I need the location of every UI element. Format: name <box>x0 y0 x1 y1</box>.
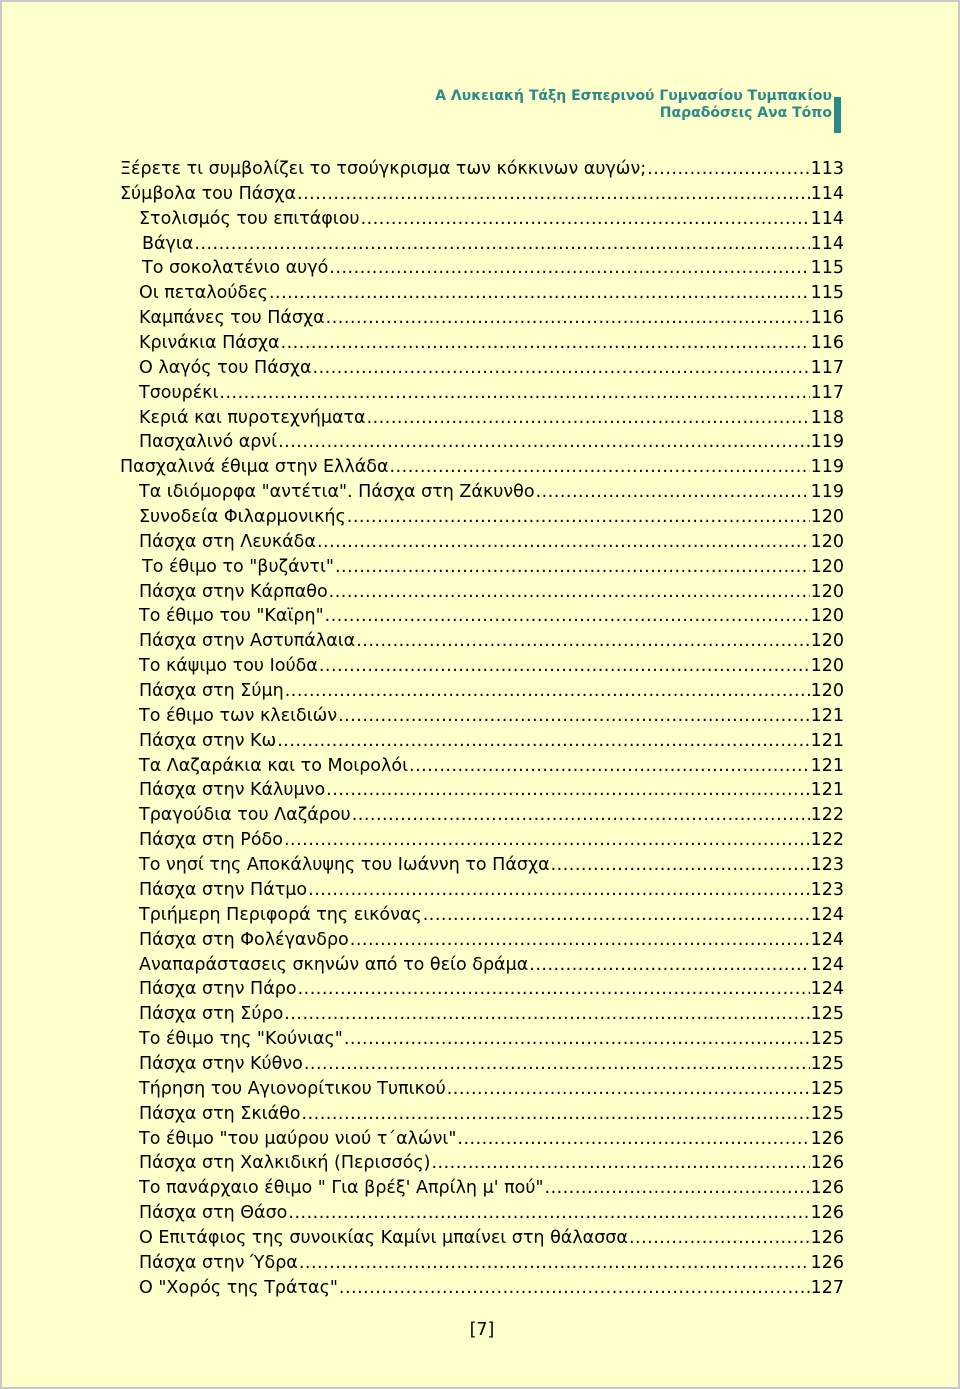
toc-dot-leader <box>647 157 809 182</box>
toc-entry-page: 120 <box>810 507 844 528</box>
toc-entry-page: 115 <box>810 283 844 304</box>
toc-entry[interactable] <box>120 704 844 729</box>
toc-entry[interactable] <box>120 306 844 331</box>
toc-entry-title: Στολισμός του επιτάφιου <box>139 208 360 229</box>
toc-entry-page: 126 <box>810 1227 844 1248</box>
toc-dot-leader <box>338 704 810 729</box>
toc-entry-page: 126 <box>810 1128 844 1149</box>
toc-entry[interactable] <box>120 729 844 754</box>
toc-entry-page: 120 <box>810 581 844 602</box>
toc-entry-title: Συνοδεία Φιλαρμονικής <box>139 507 346 528</box>
toc-entry[interactable] <box>120 1052 844 1077</box>
header-accent-bar <box>834 97 841 133</box>
toc-entry-title: Βάγια <box>142 233 194 254</box>
toc-dot-leader <box>326 306 810 331</box>
toc-entry-title: Τα Λαζαράκια και το Μοιρολόι <box>139 755 408 776</box>
toc-entry-page: 116 <box>810 333 844 354</box>
toc-entry[interactable] <box>120 828 844 853</box>
toc-entry[interactable] <box>120 480 844 505</box>
toc-entry[interactable] <box>120 878 844 903</box>
header-school-title: Α Λυκειακή Τάξη Εσπερινού Γυμνασίου Τυμπακίου <box>435 88 832 104</box>
toc-entry-page: 118 <box>810 407 844 428</box>
toc-entry-page: 126 <box>810 1252 844 1273</box>
toc-entry-page: 115 <box>810 258 844 279</box>
toc-entry-page: 124 <box>810 929 844 950</box>
toc-dot-leader <box>326 778 809 803</box>
toc-entry-page: 127 <box>810 1277 844 1298</box>
toc-dot-leader <box>551 853 810 878</box>
toc-entry-page: 120 <box>810 606 844 627</box>
toc-entry-title: Πάσχα στη Λευκάδα <box>139 531 316 552</box>
page-number: [7] <box>469 1320 495 1340</box>
toc-dot-leader <box>409 754 810 779</box>
toc-dot-leader <box>350 928 810 953</box>
toc-entry[interactable] <box>120 455 844 480</box>
toc-entry-title: Πάσχα στην Πάτμο <box>139 879 308 900</box>
toc-entry-page: 116 <box>810 308 844 329</box>
toc-entry-page: 117 <box>810 382 844 403</box>
toc-entry-page: 125 <box>810 1029 844 1050</box>
running-header <box>435 88 840 122</box>
toc-dot-leader <box>284 1002 809 1027</box>
toc-dot-leader <box>361 207 810 232</box>
toc-dot-leader <box>329 580 810 605</box>
toc-entry[interactable] <box>120 1002 844 1027</box>
toc-entry-page: 120 <box>810 556 844 577</box>
toc-entry[interactable] <box>120 182 844 207</box>
toc-entry-page: 125 <box>810 1053 844 1074</box>
toc-entry-title: Πάσχα στη Ρόδο <box>139 830 283 851</box>
toc-entry[interactable] <box>120 406 844 431</box>
toc-entry-page: 123 <box>810 855 844 876</box>
toc-dot-leader <box>304 1052 810 1077</box>
table-of-contents <box>120 157 844 1301</box>
toc-entry[interactable] <box>120 1201 844 1226</box>
toc-dot-leader <box>277 729 809 754</box>
toc-dot-leader <box>529 953 809 978</box>
toc-entry[interactable] <box>120 530 844 555</box>
toc-entry-page: 119 <box>810 482 844 503</box>
toc-dot-leader <box>536 480 810 505</box>
toc-dot-leader <box>423 903 810 928</box>
toc-dot-leader <box>281 331 810 356</box>
toc-dot-leader <box>431 1151 809 1176</box>
toc-entry-title: Πάσχα στη Σύρο <box>139 1004 284 1025</box>
toc-entry-page: 120 <box>810 531 844 552</box>
toc-dot-leader <box>288 1201 809 1226</box>
toc-dot-leader <box>329 256 809 281</box>
toc-entry-page: 121 <box>810 705 844 726</box>
toc-entry-page: 122 <box>810 830 844 851</box>
toc-entry-page: 125 <box>810 1004 844 1025</box>
toc-entry-page: 119 <box>810 432 844 453</box>
toc-entry-title: Το πανάρχαιο έθιμο " Για βρέξ' Απρίλη μ' πού" <box>139 1178 544 1199</box>
toc-entry[interactable] <box>120 430 844 455</box>
toc-entry-page: 120 <box>810 656 844 677</box>
toc-dot-leader <box>367 406 810 431</box>
toc-dot-leader <box>285 679 810 704</box>
toc-entry[interactable] <box>120 555 844 580</box>
toc-entry-page: 124 <box>810 954 844 975</box>
toc-entry[interactable] <box>120 953 844 978</box>
toc-entry-title: Πάσχα στη Σκιάθο <box>139 1103 301 1124</box>
toc-entry-title: Πασχαλινό αρνί <box>139 432 278 453</box>
toc-entry-title: Τραγούδια του Λαζάρου <box>139 805 351 826</box>
toc-entry[interactable] <box>120 580 844 605</box>
toc-entry-title: Οι πεταλούδες <box>139 283 268 304</box>
toc-entry-title: Το σοκολατένιο αυγό <box>142 258 329 279</box>
toc-dot-leader <box>335 555 810 580</box>
toc-entry-page: 120 <box>810 631 844 652</box>
toc-dot-leader <box>325 604 810 629</box>
toc-entry-page: 122 <box>810 805 844 826</box>
toc-entry-title: Αναπαράστασεις σκηνών από το θείο δράμα <box>139 954 529 975</box>
toc-entry-title: Το έθιμο της "Κούνιας" <box>139 1029 343 1050</box>
toc-entry[interactable] <box>120 157 844 182</box>
toc-dot-leader <box>297 182 810 207</box>
toc-dot-leader <box>629 1226 810 1251</box>
toc-entry[interactable] <box>120 1127 844 1152</box>
toc-entry-title: Πάσχα στην Πάρο <box>139 979 297 1000</box>
toc-entry-title: Πάσχα στη Φολέγανδρο <box>139 929 349 950</box>
toc-entry[interactable] <box>120 281 844 306</box>
toc-dot-leader <box>313 356 810 381</box>
toc-entry-title: Τσουρέκι <box>139 382 219 403</box>
toc-entry-page: 114 <box>810 183 844 204</box>
toc-entry[interactable] <box>120 977 844 1002</box>
toc-dot-leader <box>447 1077 810 1102</box>
toc-entry-page: 126 <box>810 1153 844 1174</box>
toc-entry-title: Πάσχα στη Σύμη <box>139 681 284 702</box>
toc-dot-leader <box>356 629 809 654</box>
toc-entry-title: Τριήμερη Περιφορά της εικόνας <box>139 904 422 925</box>
toc-dot-leader <box>339 1276 810 1301</box>
toc-entry[interactable] <box>120 1151 844 1176</box>
toc-entry[interactable] <box>120 331 844 356</box>
toc-entry-page: 126 <box>810 1203 844 1224</box>
toc-entry[interactable] <box>120 803 844 828</box>
toc-entry[interactable] <box>120 1251 844 1276</box>
toc-entry-title: Πάσχα στην Αστυπάλαια <box>139 631 356 652</box>
toc-entry[interactable] <box>120 853 844 878</box>
toc-entry[interactable] <box>120 604 844 629</box>
toc-entry-page: 125 <box>810 1078 844 1099</box>
toc-dot-leader <box>302 1102 810 1127</box>
toc-entry-page: 119 <box>810 457 844 478</box>
toc-entry-title: Πάσχα στην Κάρπαθο <box>139 581 328 602</box>
toc-dot-leader <box>278 430 809 455</box>
toc-dot-leader <box>299 1251 810 1276</box>
toc-entry[interactable] <box>120 1027 844 1052</box>
toc-entry-page: 121 <box>810 755 844 776</box>
toc-entry-title: Πάσχα στην Ύδρα <box>139 1252 298 1273</box>
toc-entry[interactable] <box>120 505 844 530</box>
toc-entry-title: Το έθιμο του "Καϊρη" <box>139 606 324 627</box>
toc-entry-title: Ξέρετε τι συμβολίζει το τσούγκρισμα των κόκκινων αυγών; <box>120 159 647 179</box>
toc-entry-page: 123 <box>810 879 844 900</box>
toc-entry-title: Το κάψιμο του Ιούδα <box>139 656 318 677</box>
header-section-title: Παραδόσεις Ανα Τόπο <box>659 105 832 121</box>
toc-dot-leader <box>219 381 809 406</box>
toc-entry-page: 114 <box>810 208 844 229</box>
toc-entry-title: Καμπάνες του Πάσχα <box>139 308 325 329</box>
toc-dot-leader <box>319 654 810 679</box>
toc-entry-page: 121 <box>810 780 844 801</box>
toc-dot-leader <box>317 530 810 555</box>
toc-entry-title: Σύμβολα του Πάσχα <box>120 183 297 204</box>
toc-entry[interactable] <box>120 679 844 704</box>
toc-dot-leader <box>390 455 810 480</box>
toc-dot-leader <box>347 505 810 530</box>
toc-entry-title: Πάσχα στη Χαλκιδική (Περισσός) <box>139 1153 431 1174</box>
toc-entry-page: 126 <box>810 1178 844 1199</box>
toc-entry-title: Ο λαγός του Πάσχα <box>139 357 312 378</box>
toc-entry-title: Κρινάκια Πάσχα <box>139 333 280 354</box>
toc-entry[interactable] <box>120 754 844 779</box>
toc-dot-leader <box>545 1176 810 1201</box>
toc-entry-title: Πάσχα στην Κάλυμνο <box>139 780 326 801</box>
toc-entry-title: Κεριά και πυροτεχνήματα <box>139 407 366 428</box>
toc-entry[interactable] <box>120 232 844 257</box>
toc-entry[interactable] <box>120 654 844 679</box>
toc-entry-title: Πάσχα στην Κω <box>139 730 277 751</box>
toc-entry-page: 114 <box>810 233 844 254</box>
toc-dot-leader <box>194 232 809 257</box>
toc-dot-leader <box>352 803 810 828</box>
toc-entry[interactable] <box>120 356 844 381</box>
toc-entry-title: Ο Επιτάφιος της συνοικίας Καμίνι μπαίνει στη θάλασσα <box>139 1227 628 1248</box>
toc-entry-page: 125 <box>810 1103 844 1124</box>
toc-entry-title: Το έθιμο "του μαύρου νιού τ΄αλώνι" <box>139 1128 457 1149</box>
toc-entry-page: 117 <box>810 357 844 378</box>
toc-entry-title: Τήρηση του Αγιονορίτικου Τυπικού <box>139 1078 446 1099</box>
toc-dot-leader <box>344 1027 810 1052</box>
toc-entry[interactable] <box>120 903 844 928</box>
toc-entry[interactable] <box>120 256 844 281</box>
toc-entry-title: Το νησί της Αποκάλυψης του Ιωάννη το Πάσχα <box>139 855 550 876</box>
toc-dot-leader <box>269 281 810 306</box>
toc-entry-title: Τα ιδιόμορφα "αντέτια". Πάσχα στη Ζάκυνθο <box>139 482 535 503</box>
toc-entry-page: 120 <box>810 681 844 702</box>
toc-entry-page: 121 <box>810 730 844 751</box>
toc-entry-title: Πασχαλινά έθιμα στην Ελλάδα <box>120 457 389 478</box>
toc-entry[interactable] <box>120 928 844 953</box>
toc-entry[interactable] <box>120 1102 844 1127</box>
toc-entry-title: Το έθιμο το "βυζάντι" <box>142 556 334 577</box>
toc-entry-title: Πάσχα στην Κύθνο <box>139 1053 303 1074</box>
toc-entry-page: 113 <box>810 159 844 179</box>
toc-entry[interactable] <box>120 207 844 232</box>
toc-entry[interactable] <box>120 778 844 803</box>
toc-entry-title: Το έθιμο των κλειδιών <box>139 705 338 726</box>
toc-entry-title: Ο "Χορός της Τράτας" <box>139 1277 338 1298</box>
toc-entry[interactable] <box>120 1276 844 1301</box>
toc-entry[interactable] <box>120 629 844 654</box>
toc-entry-page: 124 <box>810 904 844 925</box>
toc-entry[interactable] <box>120 1077 844 1102</box>
toc-dot-leader <box>284 828 810 853</box>
toc-entry-title: Πάσχα στη Θάσο <box>139 1203 288 1224</box>
toc-dot-leader <box>298 977 810 1002</box>
toc-entry[interactable] <box>120 1226 844 1251</box>
toc-dot-leader <box>457 1127 809 1152</box>
toc-entry[interactable] <box>120 1176 844 1201</box>
toc-dot-leader <box>308 878 809 903</box>
toc-entry-page: 124 <box>810 979 844 1000</box>
toc-entry[interactable] <box>120 381 844 406</box>
